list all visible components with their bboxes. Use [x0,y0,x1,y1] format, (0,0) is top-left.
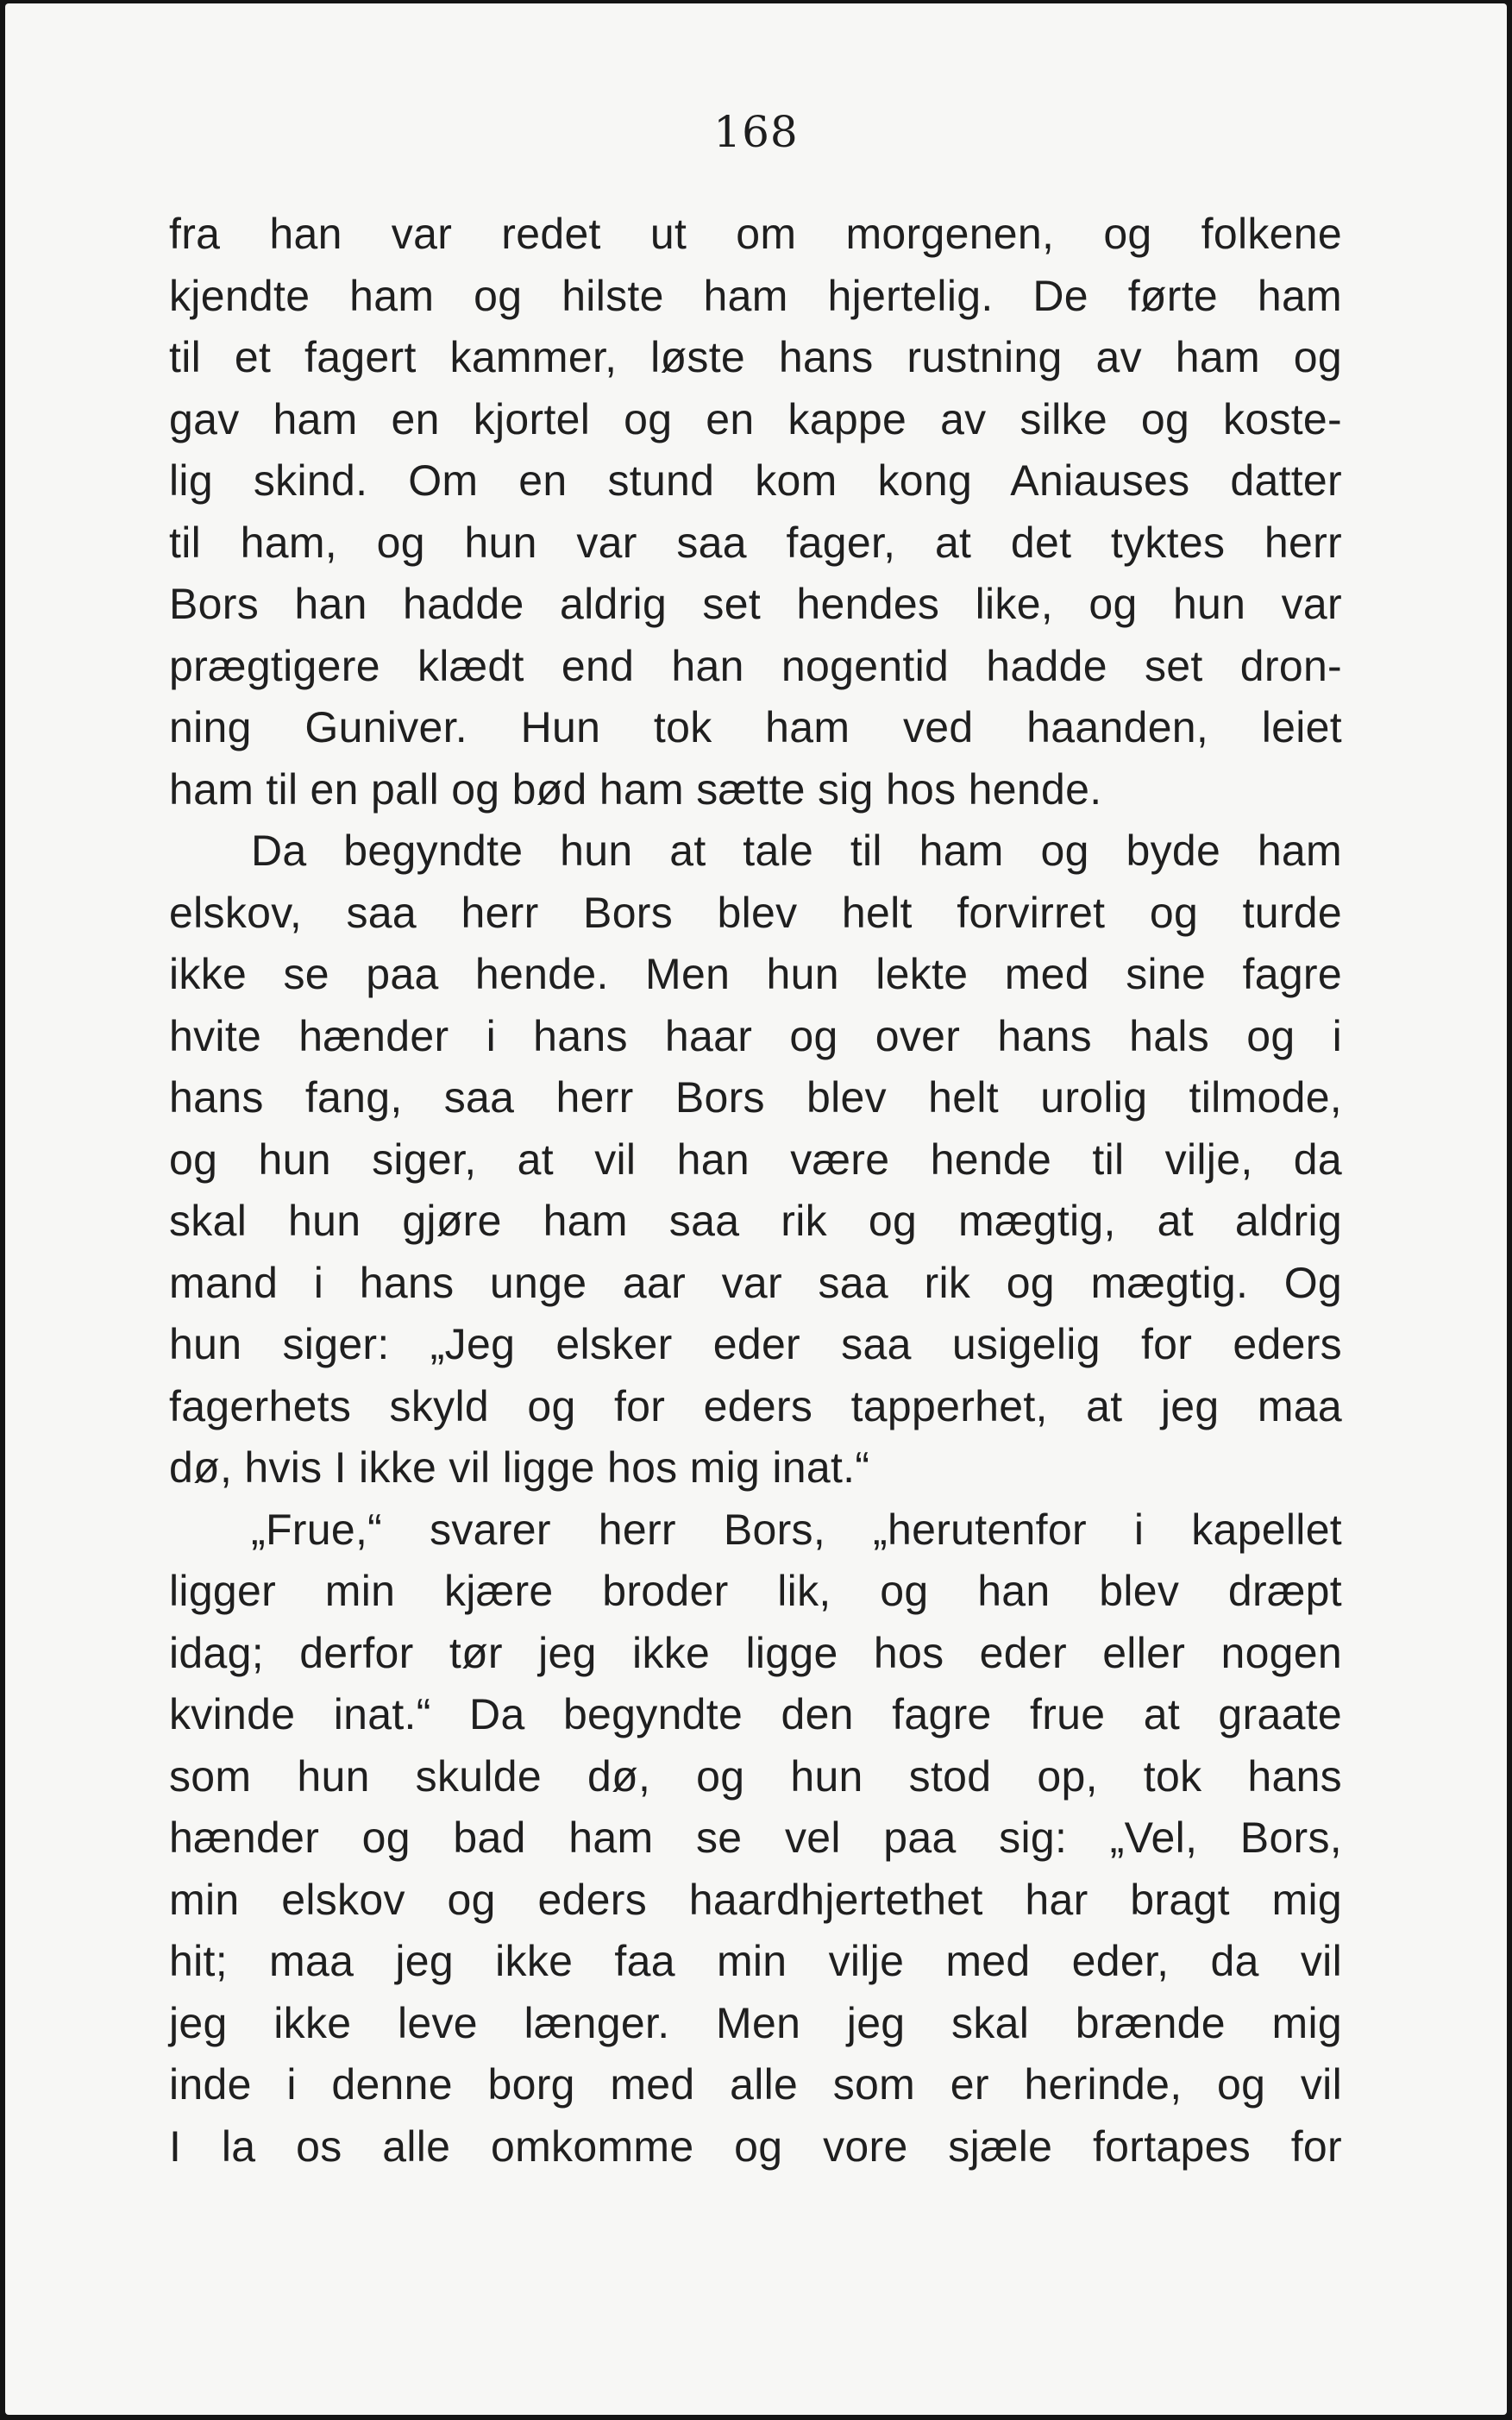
text-line: I la os alle omkomme og vore sjæle fortapes for [169,2121,1342,2171]
text-line: til et fagert kammer, løste hans rustning av ham og [169,333,1342,381]
text-line: fagerhets skyld og for eders tapperhet, at jeg maa [169,1381,1342,1430]
text-line: inde i denne borg med alle som er herinde, og vil [169,2060,1342,2109]
text-line: ikke se paa hende. Men hun lekte med sine fagre [169,950,1342,998]
text-line: kvinde inat.“ Da begyndte den fagre frue at graate [169,1690,1342,1738]
text-line: hænder og bad ham se vel paa sig: „Vel, Bors, [169,1813,1342,1862]
text-line: jeg ikke leve længer. Men jeg skal brænde mig [169,1998,1342,2047]
text-line: gav ham en kjortel og en kappe av silke og koste- [169,394,1342,443]
text-line: ligger min kjære broder lik, og han blev dræpt [169,1567,1342,1615]
text-line: elskov, saa herr Bors blev helt forvirret og turde [169,888,1342,937]
text-line: skal hun gjøre ham saa rik og mægtig, at aldrig [169,1197,1342,1245]
text-line: min elskov og eders haardhjertethet har bragt mig [169,1875,1342,1924]
text-line: dø, hvis I ikke vil ligge hos mig inat.“ [169,1443,870,1492]
text-line: kjendte ham og hilste ham hjertelig. De førte ham [169,271,1342,320]
text-line: hans fang, saa herr Bors blev helt urolig tilmode, [169,1073,1342,1122]
text-line: idag; derfor tør jeg ikke ligge hos eder eller nogen [169,1628,1342,1677]
text-line: ning Guniver. Hun tok ham ved haanden, leiet [169,703,1342,751]
text-line: Da begyndte hun at tale til ham og byde ham [251,827,1342,875]
text-line: ham til en pall og bød ham sætte sig hos hende. [169,764,1102,814]
page-number: 168 [713,107,799,157]
text-line: til ham, og hun var saa fager, at det tyktes herr [169,518,1342,567]
text-line: som hun skulde dø, og hun stod op, tok hans [169,1751,1342,1801]
text-line: „Frue,“ svarer herr Bors, „herutenfor i kapellet [251,1505,1342,1554]
text-line: fra han var redet ut om morgenen, og folkene [169,210,1342,258]
text-line: Bors han hadde aldrig set hendes like, og hun var [169,580,1342,628]
text-line: hun siger: „Jeg elsker eder saa usigelig for eders [169,1320,1342,1368]
text-line: lig skind. Om en stund kom kong Aniauses datter [169,456,1342,505]
text-line: hvite hænder i hans haar og over hans hals og i [169,1011,1342,1060]
text-line: mand i hans unge aar var saa rik og mægtig. Og [169,1258,1342,1307]
book-page [5,3,1507,2415]
text-line: hit; maa jeg ikke faa min vilje med eder, da vil [169,1937,1342,1985]
body-text [169,204,1342,2178]
text-line: og hun siger, at vil han være hende til vilje, da [169,1135,1342,1184]
text-line: prægtigere klædt end han nogentid hadde set dron- [169,641,1342,690]
